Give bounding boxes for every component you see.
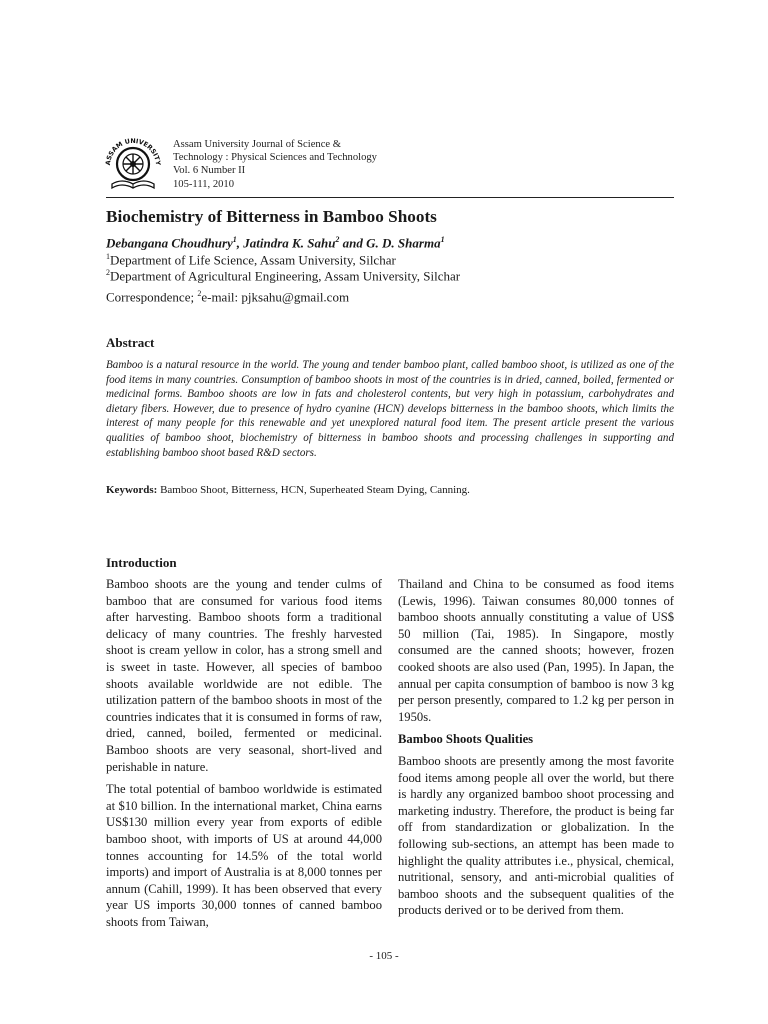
affiliation <box>106 268 460 284</box>
journal-line: Vol. 6 Number II <box>173 165 246 177</box>
affiliation-marker: 2 <box>106 268 110 277</box>
author-affiliation-marker: 1 <box>440 235 445 244</box>
body-paragraph: The total potential of bamboo worldwide is estimated at $10 billion. In the international market, China earns US$130 million every year from exports of edible bamboo shoot, with imports of US at around 44,000 tonnes accounting for 14.5% of the total world imports) and import of Australia is at 8,000 tonnes per annum (Cahill, 1999). It has been observed that every year US imports 30,000 tonnes of canned bamboo shoots from Taiwan, <box>106 782 382 929</box>
affiliation <box>106 252 396 268</box>
correspondence-label: Correspondence; <box>106 289 198 305</box>
abstract-text: Bamboo is a natural resource in the world. The young and tender bamboo plant, called bamboo shoot, is utilized as one of the food items in many countries. Consumption of bamboo shoots in most of the countries is in dried, canned, boiled, fermented or medicinal forms. Bamboo shoots are low in fats and cholesterol contents, but very high in potassium, carbohydrates and dietary fibers. However, due to presence of hydro cyanine (HCN) develops bitterness in the bamboo shoots, which limits the interest of many people for this renewable and yet unexplored natural food item. The present article present the various qualities of bamboo shoot, biochemistry of bitterness in bamboo shoots and processing challenges in supporting and establishing bamboo shoot based R&D sectors. <box>106 359 674 459</box>
affiliation-text: Department of Life Science, Assam University, Silchar <box>110 252 396 268</box>
qualities-heading: Bamboo Shoots Qualities <box>398 732 534 747</box>
university-seal-logo <box>102 134 164 194</box>
right-column <box>398 576 674 925</box>
correspondence-email: e-mail: pjksahu@gmail.com <box>201 289 350 305</box>
body-paragraph: Bamboo shoots are presently among the most favorite food items among people all over the world, but there is hardly any organized bamboo shoot processing and marketing industry. Therefore, the product is being far off from standardization or globalization. In the following sub-sections, an attempt has been made to highlight the quality attributes i.e., physical, chemical, nutritional, sensory, and anti-microbial qualities of bamboo shoots and the subsequent qualities of the products derived or to be derived from them. <box>398 753 674 918</box>
correspondence-marker: 2 <box>197 289 202 298</box>
svg-text:ASSAM UNIVERSITY: ASSAM UNIVERSITY <box>103 136 163 166</box>
author-separator: and <box>339 235 367 251</box>
keywords <box>106 484 470 496</box>
journal-line: Technology : Physical Sciences and Technology <box>173 152 377 164</box>
header-divider <box>106 197 674 198</box>
author-affiliation-marker: 1 <box>232 235 237 244</box>
author-name: Debangana Choudhury <box>106 235 233 251</box>
article-title: Biochemistry of Bitterness in Bamboo Shoots <box>106 207 437 226</box>
affiliation-marker: 1 <box>106 252 110 261</box>
abstract-heading: Abstract <box>106 335 155 350</box>
journal-info <box>173 138 377 191</box>
author-name: G. D. Sharma <box>366 235 441 251</box>
author-separator: , <box>236 235 244 251</box>
author-name: Jatindra K. Sahu <box>243 235 336 251</box>
body-paragraph: Bamboo shoots are the young and tender culms of bamboo that are consumed for various food items after harvesting. Bamboo shoots form a traditional delicacy of many countries. The freshly harvested shoot is cream yellow in color, has a strong smell and is sweet in taste. However, all species of bamboo shoots available worldwide are not edible. The utilization pattern of the bamboo shoots in most of the countries indicates that it is consumed in forms of raw, dried, canned, boiled, fermented or medicinal. Bamboo shoots are very seasonal, short-lived and perishable in nature. <box>106 577 382 774</box>
keywords-text: Bamboo Shoot, Bitterness, HCN, Superheated Steam Dying, Canning. <box>157 484 470 496</box>
journal-line: 105-111, 2010 <box>173 178 235 190</box>
page-number: - 105 - <box>369 950 399 962</box>
journal-line: Assam University Journal of Science & <box>173 139 341 150</box>
affiliation-text: Department of Agricultural Engineering, Assam University, Silchar <box>110 268 461 284</box>
left-column <box>106 576 382 936</box>
author-list <box>106 235 445 251</box>
introduction-heading: Introduction <box>106 555 177 570</box>
keywords-label: Keywords: <box>106 484 158 496</box>
body-paragraph: Thailand and China to be consumed as food items (Lewis, 1996). Taiwan consumes 80,000 tonnes of bamboo shoots annually constituting a value of US$ 50 million (Tai, 1985). In Singapore, mostly consumed are the canned shoots; however, frozen cooked shoots are also used (Pan, 1995). In Japan, the annual per capita consumption of bamboo is now 3 kg per person presently, compared to 1.2 kg per person in 1950s. <box>398 577 674 724</box>
author-affiliation-marker: 2 <box>335 235 340 244</box>
correspondence <box>106 289 349 305</box>
